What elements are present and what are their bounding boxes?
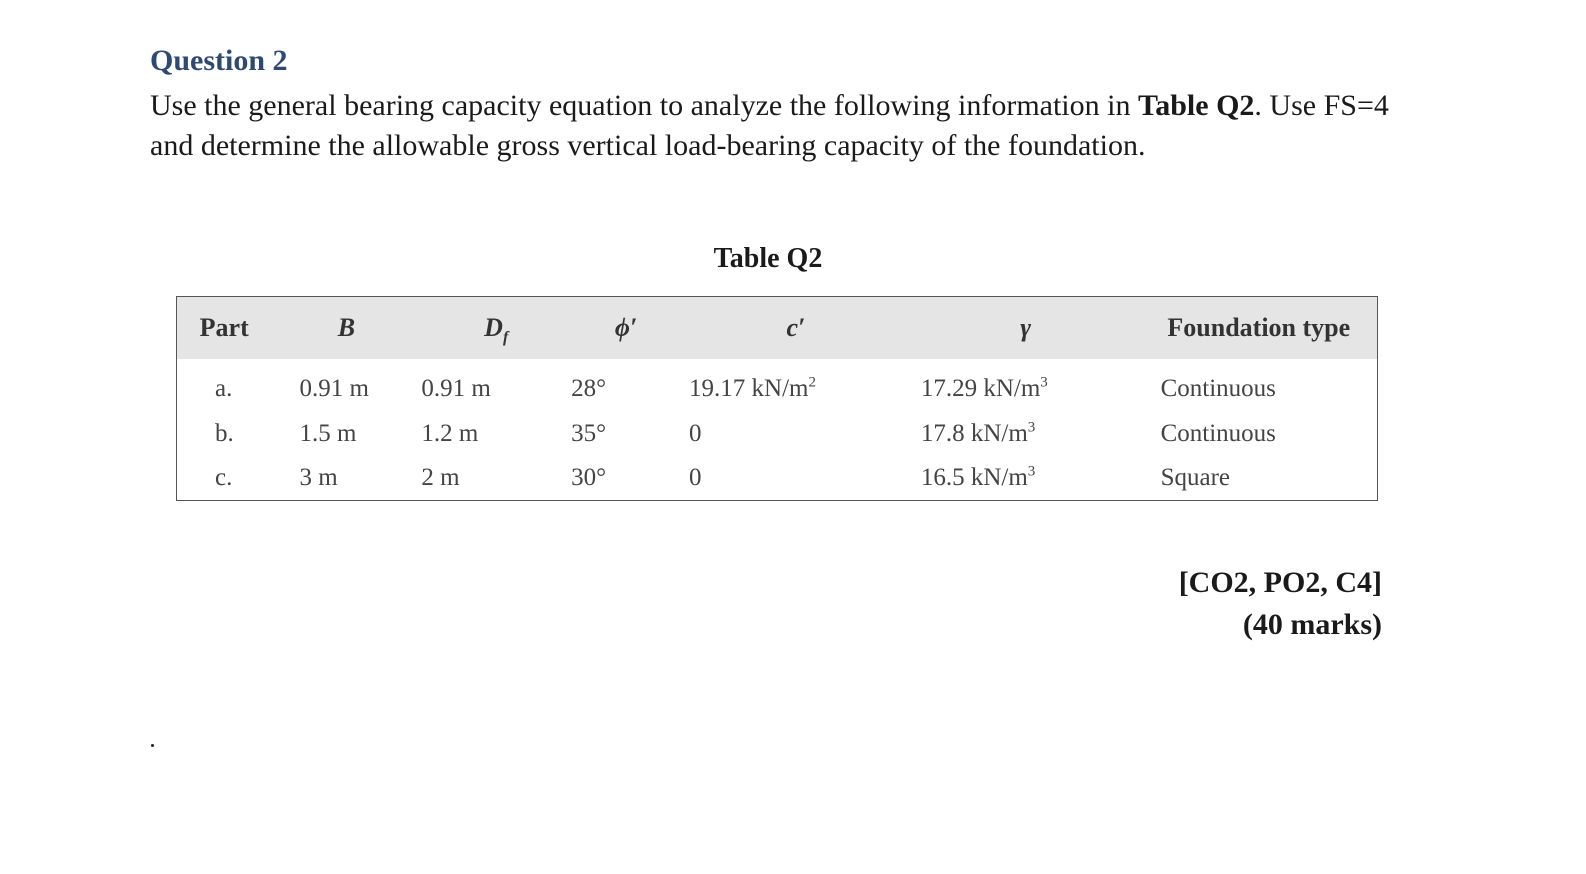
- cell-foundation-type: Continuous: [1160, 419, 1276, 447]
- cell-part: a.: [215, 375, 233, 403]
- question-text-part1: Use the general bearing capacity equation to analyze the following information in: [150, 89, 1138, 122]
- cell-phi: 35°: [571, 419, 607, 447]
- cell-c-value: 0: [689, 463, 702, 491]
- cell-gamma-value: 17.8 kN/m: [920, 419, 1028, 447]
- question-text-table-ref: Table Q2: [1137, 89, 1255, 122]
- table-caption: Table Q2: [713, 243, 823, 274]
- header-df-main: D: [484, 312, 503, 342]
- cell-gamma-exponent: 3: [1040, 374, 1048, 391]
- cell-gamma: [911, 359, 1141, 412]
- cell-c: [681, 359, 911, 412]
- cell-foundation-type: Continuous: [1160, 375, 1276, 403]
- cell-b: 3 m: [299, 463, 338, 491]
- cell-b: 0.91 m: [299, 375, 369, 403]
- table-header-row: [177, 297, 1378, 359]
- table-row: [177, 359, 1378, 412]
- header-foundation-type: Foundation type: [1167, 312, 1351, 342]
- question-title: Question 2: [150, 44, 288, 77]
- header-phi: ϕ′: [614, 312, 638, 342]
- cell-gamma: [911, 412, 1141, 456]
- question-text-part2: . Use FS=4 and determine the allowable gross vertical load-bearing capacity of the foundation.: [150, 89, 1389, 162]
- cell-df: 1.2 m: [421, 419, 479, 447]
- table-row: [177, 456, 1378, 501]
- header-part: Part: [199, 312, 249, 342]
- cell-gamma: [911, 456, 1141, 501]
- header-b: B: [337, 312, 356, 342]
- cell-c: [681, 412, 911, 456]
- cell-c-value: 19.17 kN/m: [689, 375, 809, 403]
- cell-c-exponent: 2: [808, 374, 816, 391]
- cell-gamma-value: 16.5 kN/m: [920, 463, 1028, 491]
- cell-part: b.: [215, 419, 234, 447]
- header-gamma: γ: [1020, 312, 1032, 342]
- header-df-sub: f: [502, 328, 509, 346]
- cell-b: 1.5 m: [299, 419, 357, 447]
- cell-phi: 28°: [571, 375, 607, 403]
- header-c: c′: [786, 312, 806, 342]
- question-text: [150, 86, 1410, 166]
- cell-df: 0.91 m: [421, 375, 491, 403]
- data-table: [176, 296, 1378, 501]
- marks-block: [1179, 562, 1382, 646]
- cell-c: [681, 456, 911, 501]
- table-row: [177, 412, 1378, 456]
- cell-c-value: 0: [689, 419, 702, 447]
- cell-foundation-type: Square: [1160, 463, 1231, 491]
- header-df: [421, 297, 571, 359]
- cell-phi: 30°: [571, 463, 607, 491]
- cell-gamma-exponent: 3: [1027, 419, 1036, 436]
- cell-part: c.: [215, 463, 233, 491]
- cell-df: 2 m: [421, 463, 460, 491]
- cell-gamma-exponent: 3: [1027, 463, 1036, 480]
- marks-total: (40 marks): [1242, 608, 1382, 641]
- course-outcomes: [CO2, PO2, C4]: [1178, 566, 1382, 599]
- stray-dot: [151, 744, 154, 747]
- cell-gamma-value: 17.29 kN/m: [920, 375, 1041, 403]
